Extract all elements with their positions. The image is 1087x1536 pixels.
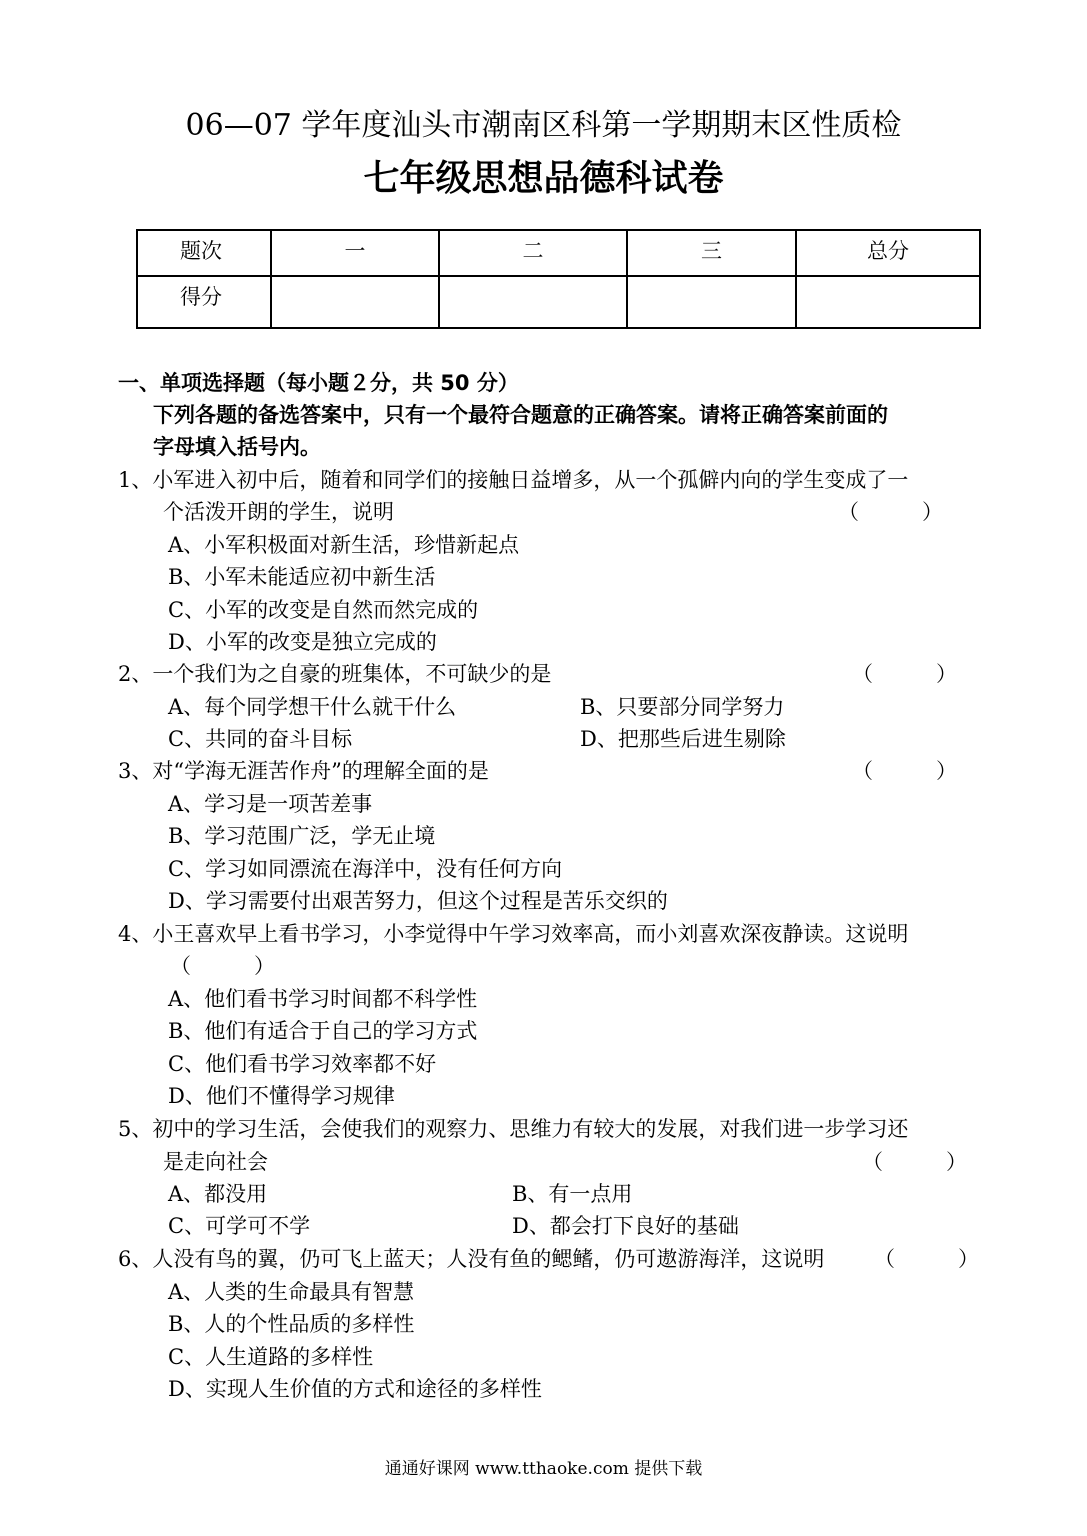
option: B、学习范围广泛，学无止境: [168, 824, 436, 848]
score-cell-header: 三: [627, 230, 796, 276]
question-stem: 3、对“学海无涯苦作舟”的理解全面的是: [118, 759, 489, 783]
section-heading: 一、单项选择题（每小题２分，共 50 分）: [118, 371, 519, 395]
option: D、他们不懂得学习规律: [168, 1084, 395, 1108]
option: C、学习如同漂流在海洋中，没有任何方向: [168, 857, 563, 881]
answer-blank: （ ）: [874, 1247, 979, 1271]
option: B、只要部分同学努力: [580, 695, 785, 719]
option: D、都会打下良好的基础: [512, 1214, 739, 1238]
answer-blank: （ ）: [852, 662, 957, 686]
option: A、人类的生命最具有智慧: [168, 1280, 415, 1304]
option: C、小军的改变是自然而然完成的: [168, 598, 479, 622]
score-cell-header: 二: [439, 230, 627, 276]
option: B、小军未能适应初中新生活: [168, 565, 436, 589]
option: B、有一点用: [512, 1182, 633, 1206]
option: A、每个同学想干什么就干什么: [168, 695, 457, 719]
score-cell-header: 一: [271, 230, 439, 276]
question-stem: 2、一个我们为之自豪的班集体，不可缺少的是: [118, 662, 552, 686]
option: A、学习是一项苦差事: [168, 792, 373, 816]
question-stem: 1、小军进入初中后，随着和同学们的接触日益增多，从一个孤僻内向的学生变成了一: [118, 468, 909, 492]
question-stem: 是走向社会: [163, 1150, 268, 1174]
option: A、他们看书学习时间都不科学性: [168, 987, 478, 1011]
score-cell-empty: [271, 276, 439, 328]
option: C、可学可不学: [168, 1214, 311, 1238]
score-table-header-row: [137, 230, 980, 276]
score-table: [136, 229, 981, 329]
score-cell-header: 总分: [796, 230, 980, 276]
option: D、学习需要付出艰苦努力，但这个过程是苦乐交织的: [168, 889, 668, 913]
exam-header-title: 06—07 学年度汕头市潮南区科第一学期期末区性质检: [185, 108, 902, 143]
option: B、人的个性品质的多样性: [168, 1312, 415, 1336]
footer-source: 通通好课网 www.tthaoke.com 提供下载: [384, 1459, 703, 1479]
question-stem: 4、小王喜欢早上看书学习，小李觉得中午学习效率高，而小刘喜欢深夜静读。这说明: [118, 922, 909, 946]
question-stem: 个活泼开朗的学生，说明: [163, 500, 394, 524]
answer-blank: （ ）: [170, 954, 275, 978]
answer-blank: （ ）: [852, 759, 957, 783]
answer-blank: （ ）: [862, 1150, 967, 1174]
score-cell-label: 题次: [137, 230, 271, 276]
option: D、实现人生价值的方式和途径的多样性: [168, 1377, 542, 1401]
section-instruction: 下列各题的备选答案中，只有一个最符合题意的正确答案。请将正确答案前面的: [153, 403, 888, 427]
question-stem: 5、初中的学习生活，会使我们的观察力、思维力有较大的发展，对我们进一步学习还: [118, 1117, 909, 1141]
answer-blank: （ ）: [838, 500, 943, 524]
option: A、小军积极面对新生活，珍惜新起点: [168, 533, 520, 557]
score-table-score-row: [137, 276, 980, 328]
score-cell-empty: [627, 276, 796, 328]
option: D、小军的改变是独立完成的: [168, 630, 437, 654]
exam-subject-title: 七年级思想品德科试卷: [363, 158, 724, 199]
option: C、他们看书学习效率都不好: [168, 1052, 437, 1076]
option: B、他们有适合于自己的学习方式: [168, 1019, 478, 1043]
option: C、共同的奋斗目标: [168, 727, 353, 751]
option: D、把那些后进生剔除: [580, 727, 786, 751]
score-cell-empty: [796, 276, 980, 328]
option: A、都没用: [168, 1182, 268, 1206]
option: C、人生道路的多样性: [168, 1345, 374, 1369]
section-instruction: 字母填入括号内。: [153, 435, 321, 459]
score-cell-label: 得分: [137, 276, 271, 328]
question-stem: 6、人没有鸟的翼，仍可飞上蓝天；人没有鱼的鳃鳍，仍可遨游海洋，这说明: [118, 1247, 825, 1271]
score-cell-empty: [439, 276, 627, 328]
